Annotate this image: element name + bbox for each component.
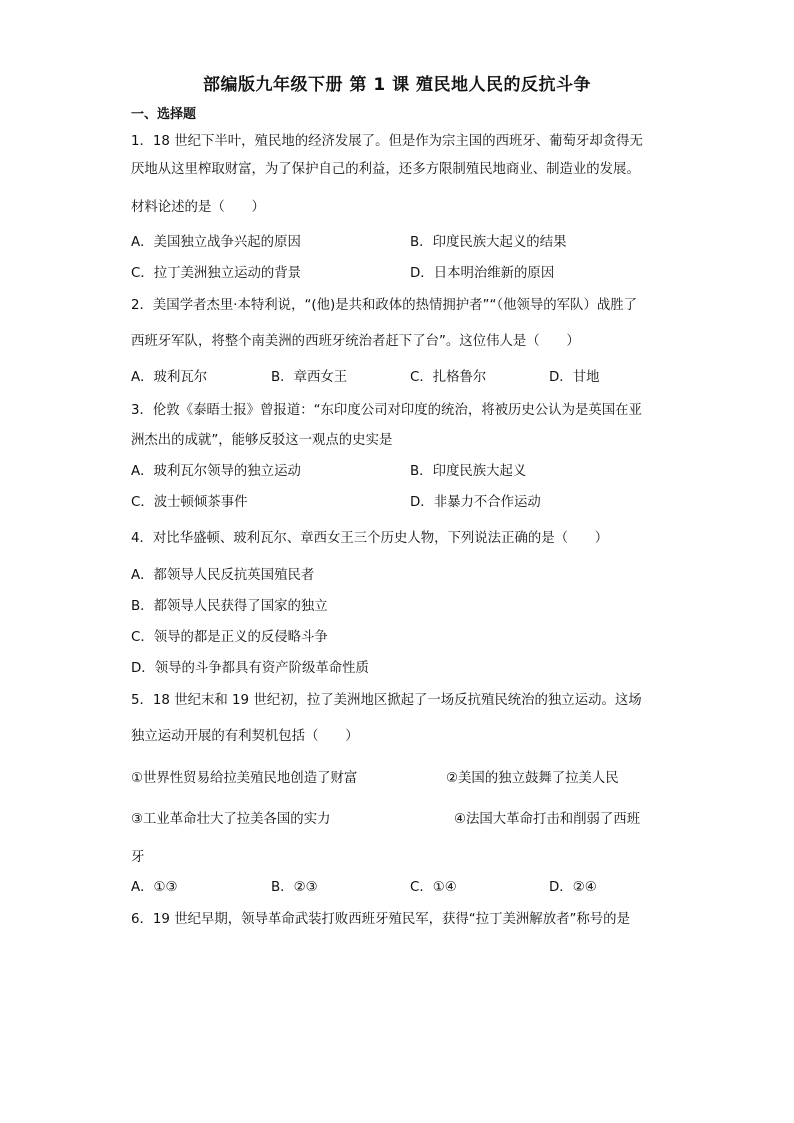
q1-option-a: A．美国独立战争兴起的原因 <box>131 235 301 250</box>
q4-option-d: D．领导的斗争都具有资产阶级革命性质 <box>131 661 369 676</box>
q3-option-c: C．波士顿倾茶事件 <box>131 495 248 510</box>
q5-line-1: 5．18 世纪末和 19 世纪初，拉了美洲地区掀起了一场反抗殖民统治的独立运动。这场 <box>131 693 642 708</box>
q1-line-1: 1．18 世纪下半叶，殖民地的经济发展了。但是作为宗主国的西班牙、葡萄牙却贪得无 <box>131 134 643 149</box>
q3-line-2: 洲杰出的成就”，能够反驳这一观点的史实是 <box>131 433 393 448</box>
q5-option-b: B．②③ <box>271 880 318 895</box>
q2-option-d: D．甘地 <box>549 370 600 385</box>
q5-item-3: ③工业革命壮大了拉美各国的实力 <box>131 812 331 827</box>
q5-option-d: D．②④ <box>549 880 597 895</box>
q5-item-1: ①世界性贸易给拉美殖民地创造了财富 <box>131 771 358 786</box>
q5-item-4-continued: 牙 <box>131 850 145 865</box>
q5-line-2: 独立运动开展的有利契机包括（ ） <box>131 729 359 744</box>
q3-option-d: D．非暴力不合作运动 <box>410 495 541 510</box>
q2-line-1: 2．美国学者杰里·本特利说，“(他)是共和政体的热情拥护者”“（他领导的军队）战胜了 <box>131 298 638 313</box>
q2-option-b: B．章西女王 <box>271 370 348 385</box>
q2-option-a: A．玻利瓦尔 <box>131 370 208 385</box>
q4-option-c: C．领导的都是正义的反侵略斗争 <box>131 630 328 645</box>
q1-line-3: 材料论述的是（ ） <box>131 200 265 215</box>
q1-option-d: D．日本明治维新的原因 <box>410 266 555 281</box>
q4-line-1: 4．对比华盛顿、玻利瓦尔、章西女王三个历史人物，下列说法正确的是（ ） <box>131 531 609 546</box>
q1-line-2: 厌地从这里榨取财富，为了保护自己的利益，还多方限制殖民地商业、制造业的发展。 <box>131 162 640 177</box>
q4-option-a: A．都领导人民反抗英国殖民者 <box>131 568 315 583</box>
q4-option-b: B．都领导人民获得了国家的独立 <box>131 599 328 614</box>
q3-option-b: B．印度民族大起义 <box>410 464 527 479</box>
q5-option-a: A．①③ <box>131 880 178 895</box>
q5-option-c: C．①④ <box>410 880 457 895</box>
q1-option-b: B．印度民族大起义的结果 <box>410 235 567 250</box>
section-heading: 一、选择题 <box>131 107 197 122</box>
q5-item-2: ②美国的独立鼓舞了拉美人民 <box>446 771 619 786</box>
q2-line-2: 西班牙军队，将整个南美洲的西班牙统治者赶下了台”。这位伟人是（ ） <box>131 334 580 349</box>
q3-option-a: A．玻利瓦尔领导的独立运动 <box>131 464 301 479</box>
q1-option-c: C．拉丁美洲独立运动的背景 <box>131 266 302 281</box>
q2-option-c: C．扎格鲁尔 <box>410 370 487 385</box>
page-title: 部编版九年级下册 第 1 课 殖民地人民的反抗斗争 <box>202 75 591 95</box>
q5-item-4: ④法国大革命打击和削弱了西班 <box>454 812 641 827</box>
q6-line-1: 6．19 世纪早期，领导革命武装打败西班牙殖民军，获得“拉丁美洲解放者”称号的是 <box>131 912 630 927</box>
q3-line-1: 3．伦敦《泰晤士报》曾报道：“东印度公司对印度的统治，将被历史公认为是英国在亚 <box>131 403 642 418</box>
